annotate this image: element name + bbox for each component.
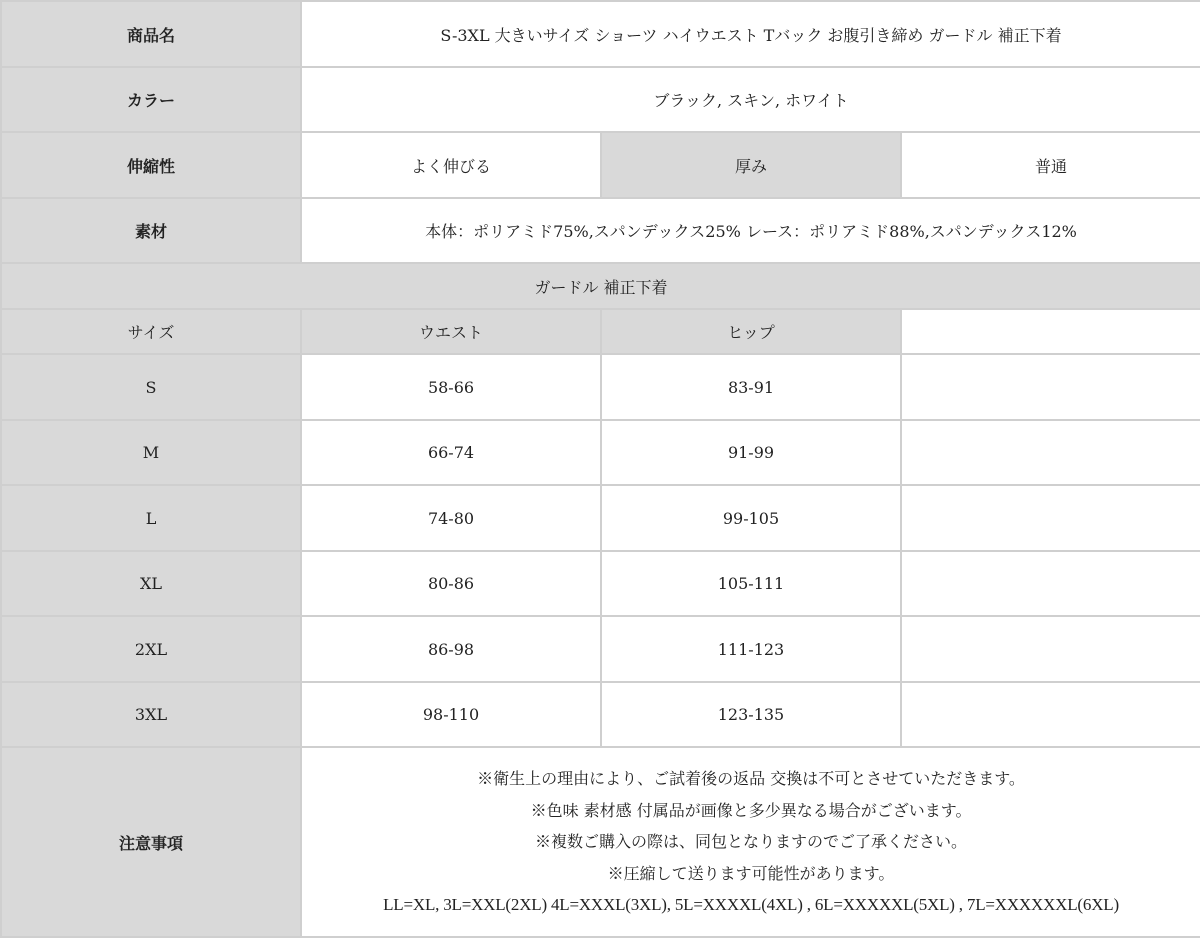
color-value: ブラック, スキン, ホワイト: [301, 67, 1200, 132]
size-header-empty: [901, 309, 1200, 354]
size-cell: M: [1, 420, 301, 485]
hip-cell: 111-123: [601, 616, 901, 682]
notes-line: ※複数ご購入の際は、同包となりますのでご了承ください。: [535, 832, 968, 852]
hip-cell: 105-111: [601, 551, 901, 616]
color-row: [1, 67, 1200, 132]
size-section-title: ガードル 補正下着: [1, 263, 1200, 309]
size-conversion-note: LL=XL, 3L=XXL(2XL) 4L=XXXL(3XL), 5L=XXXXL(4XL) , 6L=XXXXXL(5XL) , 7L=XXXXXXL(6XL): [383, 895, 1119, 915]
hip-cell: 123-135: [601, 682, 901, 747]
extra-cell: [901, 616, 1200, 682]
product-name-value: S-3XL 大きいサイズ ショーツ ハイウエスト Tバック お腹引き締め ガードル 補正下着: [301, 1, 1200, 67]
size-row: [1, 682, 1200, 747]
product-name-row: [1, 1, 1200, 67]
stretch-option-normal: 普通: [901, 132, 1200, 198]
hip-cell: 83-91: [601, 354, 901, 420]
size-cell: S: [1, 354, 301, 420]
stretch-row: [1, 132, 1200, 198]
size-section-row: [1, 263, 1200, 309]
notes-label: 注意事項: [1, 747, 301, 937]
hip-cell: 99-105: [601, 485, 901, 551]
size-row: [1, 616, 1200, 682]
size-cell: 3XL: [1, 682, 301, 747]
product-name-label: 商品名: [1, 1, 301, 67]
size-header-hip: ヒップ: [601, 309, 901, 354]
waist-cell: 58-66: [301, 354, 601, 420]
material-value: 本体：ポリアミド75%,スパンデックス25% レース：ポリアミド88%,スパンデックス12%: [301, 198, 1200, 263]
size-cell: XL: [1, 551, 301, 616]
stretch-option-thickness: 厚み: [601, 132, 901, 198]
color-label: カラー: [1, 67, 301, 132]
size-header-size: サイズ: [1, 309, 301, 354]
size-cell: 2XL: [1, 616, 301, 682]
material-label: 素材: [1, 198, 301, 263]
size-row: [1, 551, 1200, 616]
waist-cell: 80-86: [301, 551, 601, 616]
extra-cell: [901, 551, 1200, 616]
waist-cell: 86-98: [301, 616, 601, 682]
size-row: [1, 485, 1200, 551]
extra-cell: [901, 420, 1200, 485]
stretch-label: 伸縮性: [1, 132, 301, 198]
extra-cell: [901, 354, 1200, 420]
notes-row: [1, 747, 1200, 937]
notes-line: ※色味 素材感 付属品が画像と多少異なる場合がございます。: [530, 800, 972, 820]
hip-cell: 91-99: [601, 420, 901, 485]
notes-line: ※衛生上の理由により、ご試着後の返品 交換は不可とさせていただきます。: [477, 769, 1025, 789]
material-row: [1, 198, 1200, 263]
notes-content: [301, 747, 1200, 937]
waist-cell: 66-74: [301, 420, 601, 485]
waist-cell: 74-80: [301, 485, 601, 551]
size-header-row: [1, 309, 1200, 354]
notes-line: ※圧縮して送ります可能性があります。: [607, 863, 895, 883]
size-row: [1, 354, 1200, 420]
size-cell: L: [1, 485, 301, 551]
size-header-waist: ウエスト: [301, 309, 601, 354]
extra-cell: [901, 485, 1200, 551]
size-row: [1, 420, 1200, 485]
stretch-option-high: よく伸びる: [301, 132, 601, 198]
extra-cell: [901, 682, 1200, 747]
waist-cell: 98-110: [301, 682, 601, 747]
